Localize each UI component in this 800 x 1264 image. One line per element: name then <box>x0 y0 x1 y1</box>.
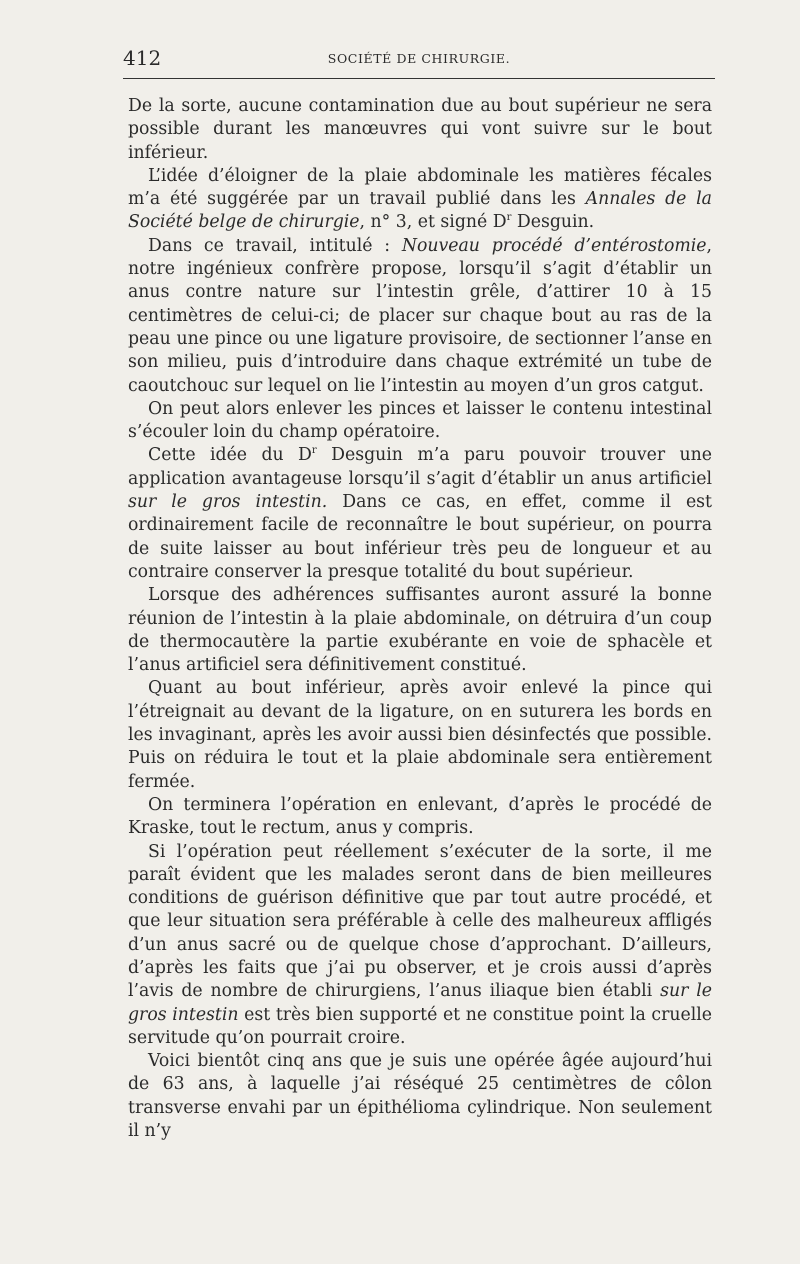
paragraph-4: On peut alors enlever les pinces et laisser le contenu intestinal s’écouler loin du champ opératoire. <box>128 398 712 443</box>
work-title: Nouveau procédé d’entérostomie <box>401 235 707 256</box>
journal-title: Annales de la Société belge de chirurgie <box>128 189 712 233</box>
body-text <box>128 95 712 1143</box>
paragraph-7: Quant au bout inférieur, après avoir enlevé la pince qui l’étreignait au devant de la ligature, on en suturera les bords en les invaginant, après les avoir aussi bien désinfectés que possible. Puis on réduira le tout et la plaie abdominale sera entièrement fermée. <box>128 678 712 792</box>
paragraph-8: On terminera l’opération en enlevant, d’après le procédé de Kraske, tout le rectum, anus y compris. <box>128 794 712 839</box>
paragraph-6: Lorsque des adhérences suffisantes auront assuré la bonne réunion de l’intestin à la plaie abdominale, on détruira d’un coup de thermocautère la partie exubérante en voie de sphacèle et l’anus artificiel sera définitivement constitué. <box>128 585 712 676</box>
emphasis: sur le gros intestin. <box>128 492 328 513</box>
paragraph-3: Dans ce travail, intitulé : Nouveau procédé d’entérostomie, notre ingénieux confrère propose, lorsqu’il s’agit d’établir un anus contre nature sur l’intestin grêle, d’attirer 10 à 15 centimètres de celui-ci; de placer sur chaque bout au ras de la peau une pince ou une ligature provisoire, de sectionner l’anse en son milieu, puis d’introduire dans chaque extrémité un tube de caoutchouc sur lequel on lie l’intestin au moyen d’un gros catgut. <box>128 235 712 396</box>
paragraph-9: Si l’opération peut réellement s’exécuter de la sorte, il me paraît évident que les malades seront dans de bien meilleures conditions de guérison définitive que par tout autre procédé, et que leur situation sera préférable à celle des malheureux affligés d’un anus sacré ou de quelque chose d’approchant. D’ailleurs, d’après les faits que j’ai pu observer, et je crois aussi d’après l’avis de nombre de chirurgiens, l’anus iliaque bien établi sur le gros intestin est très bien supporté et ne constitue point la cruelle servitude qu’on pourrait croire. <box>128 841 712 1048</box>
paragraph-1: De la sorte, aucune contamination due au bout supérieur ne sera possible durant les manœuvres qui vont suivre sur le bout inférieur. <box>128 96 712 163</box>
paragraph-2: L’idée d’éloigner de la plaie abdominale les matières fécales m’a été suggérée par un travail publié dans les Annales de la Société belge de chirurgie, n° 3, et signé $D^r$ Desguin. <box>128 165 712 233</box>
emphasis: sur le gros intestin <box>128 981 712 1025</box>
page-header <box>123 46 715 70</box>
paragraph-10: Voici bientôt cinq ans que je suis une opérée âgée aujourd’hui de 63 ans, à laquelle j’ai réséqué 25 centimètres de côlon transverse envahi par un épithélioma cylindrique. Non seulement il n’y <box>128 1051 712 1142</box>
running-title: SOCIÉTÉ DE CHIRURGIE. <box>327 51 511 66</box>
header-rule <box>123 78 715 79</box>
page-number: 412 <box>123 46 162 70</box>
paragraph-5: Cette idée du $D^r$ Desguin m’a paru pouvoir trouver une application avantageuse lorsqu’il s’agit d’établir un anus artificiel sur le gros intestin. Dans ce cas, en effet, comme il est ordinairement facile de reconnaître le bout supérieur, on pourra de suite laisser au bout inférieur très peu de longueur et au contraire conserver la presque totalité du bout supérieur. <box>128 445 712 582</box>
